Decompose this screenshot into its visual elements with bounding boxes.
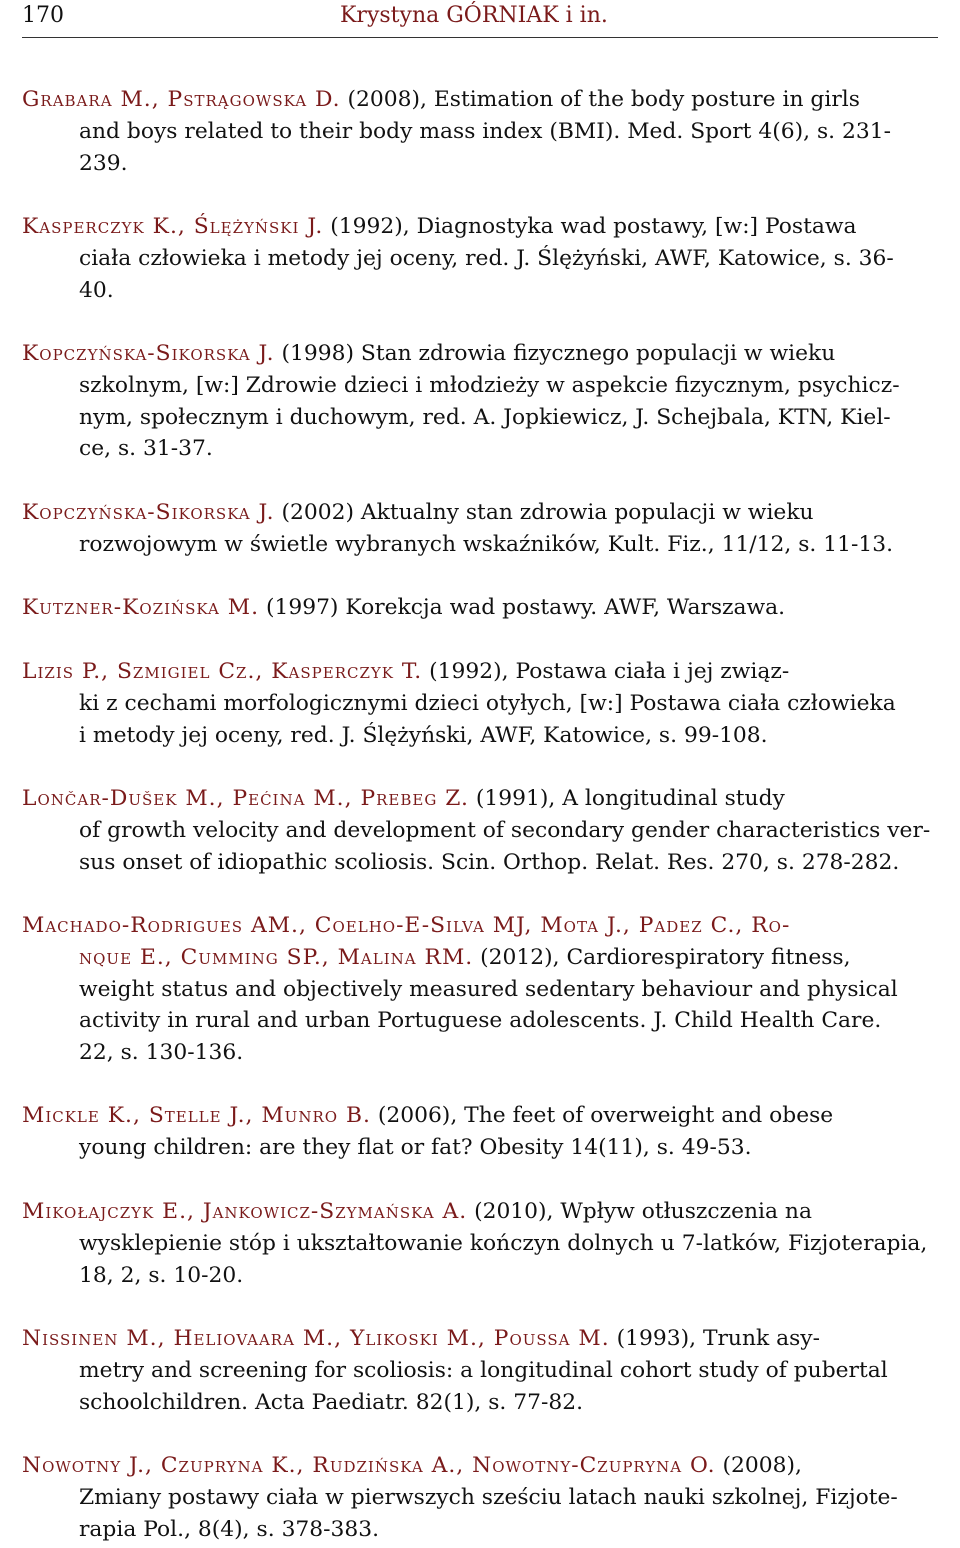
reference-authors: Kopczyńska-Sikorska J.: [22, 500, 275, 525]
reference-line: sus onset of idiopathic scoliosis. Scin. Orthop. Relat. Res. 270, s. 278-282.: [79, 849, 900, 875]
reference-authors: Lizis P., Szmigiel Cz., Kasperczyk T.: [22, 659, 423, 684]
reference-line: 40.: [79, 277, 114, 303]
reference-text: (1993), Trunk asy-: [609, 1326, 820, 1351]
reference-authors: Machado-Rodrigues AM., Coelho-E-Silva MJ, Mota J., Padez C., Ro-: [22, 913, 791, 938]
reference-text: (2008), Estimation of the body posture in girls: [340, 87, 860, 112]
reference-authors: Nissinen M., Heliovaara M., Ylikoski M., Poussa M.: [22, 1326, 610, 1351]
reference-line: [22, 211, 938, 243]
reference-line: young children: are they flat or fat? Obesity 14(11), s. 49-53.: [79, 1134, 752, 1160]
reference-line: szkolnym, [w:] Zdrowie dzieci i młodzieży w aspekcie fizycznym, psychicz-: [79, 372, 900, 398]
reference-text: (1992), Diagnostyka wad postawy, [w:] Postawa: [323, 214, 857, 239]
reference-line: schoolchildren. Acta Paediatr. 82(1), s. 77-82.: [79, 1389, 584, 1415]
reference-item: [22, 592, 938, 624]
reference-authors-cont: nque E., Cumming SP., Malina RM.: [79, 944, 474, 970]
reference-line: [22, 656, 938, 688]
reference-item: [22, 910, 938, 1069]
reference-item: [22, 497, 938, 561]
reference-item: [22, 783, 938, 878]
reference-item: [22, 656, 938, 751]
reference-text: (1992), Postawa ciała i jej związ-: [422, 659, 790, 684]
reference-item: [22, 1323, 938, 1418]
reference-text: (1991), A longitudinal study: [468, 786, 785, 811]
reference-item: [22, 1450, 938, 1545]
reference-line: [22, 1196, 938, 1228]
reference-text: (1998) Stan zdrowia fizycznego populacji w wieku: [274, 341, 836, 366]
reference-item: [22, 1100, 938, 1164]
reference-line: rapia Pol., 8(4), s. 378-383.: [79, 1516, 380, 1542]
header-rule: [22, 37, 938, 38]
reference-line: [22, 910, 938, 942]
reference-line: ciała człowieka i metody jej oceny, red. J. Ślężyński, AWF, Katowice, s. 36-: [79, 245, 894, 271]
reference-line: rozwojowym w świetle wybranych wskaźników, Kult. Fiz., 11/12, s. 11-13.: [79, 531, 894, 557]
reference-line: weight status and objectively measured sedentary behaviour and physical: [79, 976, 898, 1002]
reference-authors: Kutzner-Kozińska M.: [22, 595, 260, 620]
reference-line: i metody jej oceny, red. J. Ślężyński, AWF, Katowice, s. 99-108.: [79, 722, 768, 748]
reference-line: [22, 1100, 938, 1132]
reference-item: [22, 84, 938, 179]
reference-line: [22, 783, 938, 815]
reference-authors: Mickle K., Stelle J., Munro B.: [22, 1103, 371, 1128]
running-head: Krystyna GÓRNIAK i in.: [340, 3, 608, 28]
reference-line: of growth velocity and development of secondary gender characteristics ver-: [79, 817, 931, 843]
reference-text: (2010), Wpływ otłuszczenia na: [467, 1199, 812, 1224]
reference-text: (2012), Cardiorespiratory fitness,: [473, 944, 851, 970]
reference-line: metry and screening for scoliosis: a longitudinal cohort study of pubertal: [79, 1357, 888, 1383]
reference-line: [22, 1323, 938, 1355]
reference-line: and boys related to their body mass index (BMI). Med. Sport 4(6), s. 231-: [79, 118, 891, 144]
reference-authors: Nowotny J., Czupryna K., Rudzińska A., Nowotny-Czupryna O.: [22, 1453, 716, 1478]
reference-line: wysklepienie stóp i ukształtowanie kończyn dolnych u 7-latków, Fizjoterapia,: [79, 1230, 928, 1256]
reference-line: [22, 1450, 938, 1482]
reference-authors: Kopczyńska-Sikorska J.: [22, 341, 275, 366]
reference-line: activity in rural and urban Portuguese adolescents. J. Child Health Care.: [79, 1008, 882, 1034]
reference-line: Zmiany postawy ciała w pierwszych sześciu latach nauki szkolnej, Fizjote-: [79, 1484, 898, 1510]
reference-line: [22, 942, 938, 974]
reference-authors: Kasperczyk K., Ślężyński J.: [22, 214, 324, 239]
reference-authors: Lončar-Dušek M., Pećina M., Prebeg Z.: [22, 786, 469, 811]
reference-item: [22, 211, 938, 306]
reference-authors: Grabara M., Pstrągowska D.: [22, 87, 341, 112]
reference-line: 239.: [79, 150, 128, 176]
reference-text: (2002) Aktualny stan zdrowia populacji w wieku: [274, 500, 814, 525]
reference-text: (2006), The feet of overweight and obese: [370, 1103, 834, 1128]
reference-line: 22, s. 130-136.: [79, 1040, 244, 1066]
page-number: 170: [22, 3, 64, 28]
reference-line: nym, społecznym i duchowym, red. A. Jopkiewicz, J. Schejbala, KTN, Kiel-: [79, 404, 891, 430]
reference-text: (1997) Korekcja wad postawy. AWF, Warszawa.: [259, 595, 786, 620]
reference-item: [22, 338, 938, 465]
reference-line: 18, 2, s. 10-20.: [79, 1262, 244, 1288]
reference-line: ki z cechami morfologicznymi dzieci otyłych, [w:] Postawa ciała człowieka: [79, 690, 896, 716]
reference-item: [22, 1196, 938, 1291]
page-header: [22, 0, 938, 40]
reference-line: [22, 338, 938, 370]
reference-line: [22, 84, 938, 116]
reference-authors: Mikołajczyk E., Jankowicz-Szymańska A.: [22, 1199, 468, 1224]
reference-line: ce, s. 31-37.: [79, 436, 213, 462]
reference-text: (2008),: [715, 1453, 802, 1478]
reference-line: [22, 497, 938, 529]
reference-line: [22, 592, 938, 624]
